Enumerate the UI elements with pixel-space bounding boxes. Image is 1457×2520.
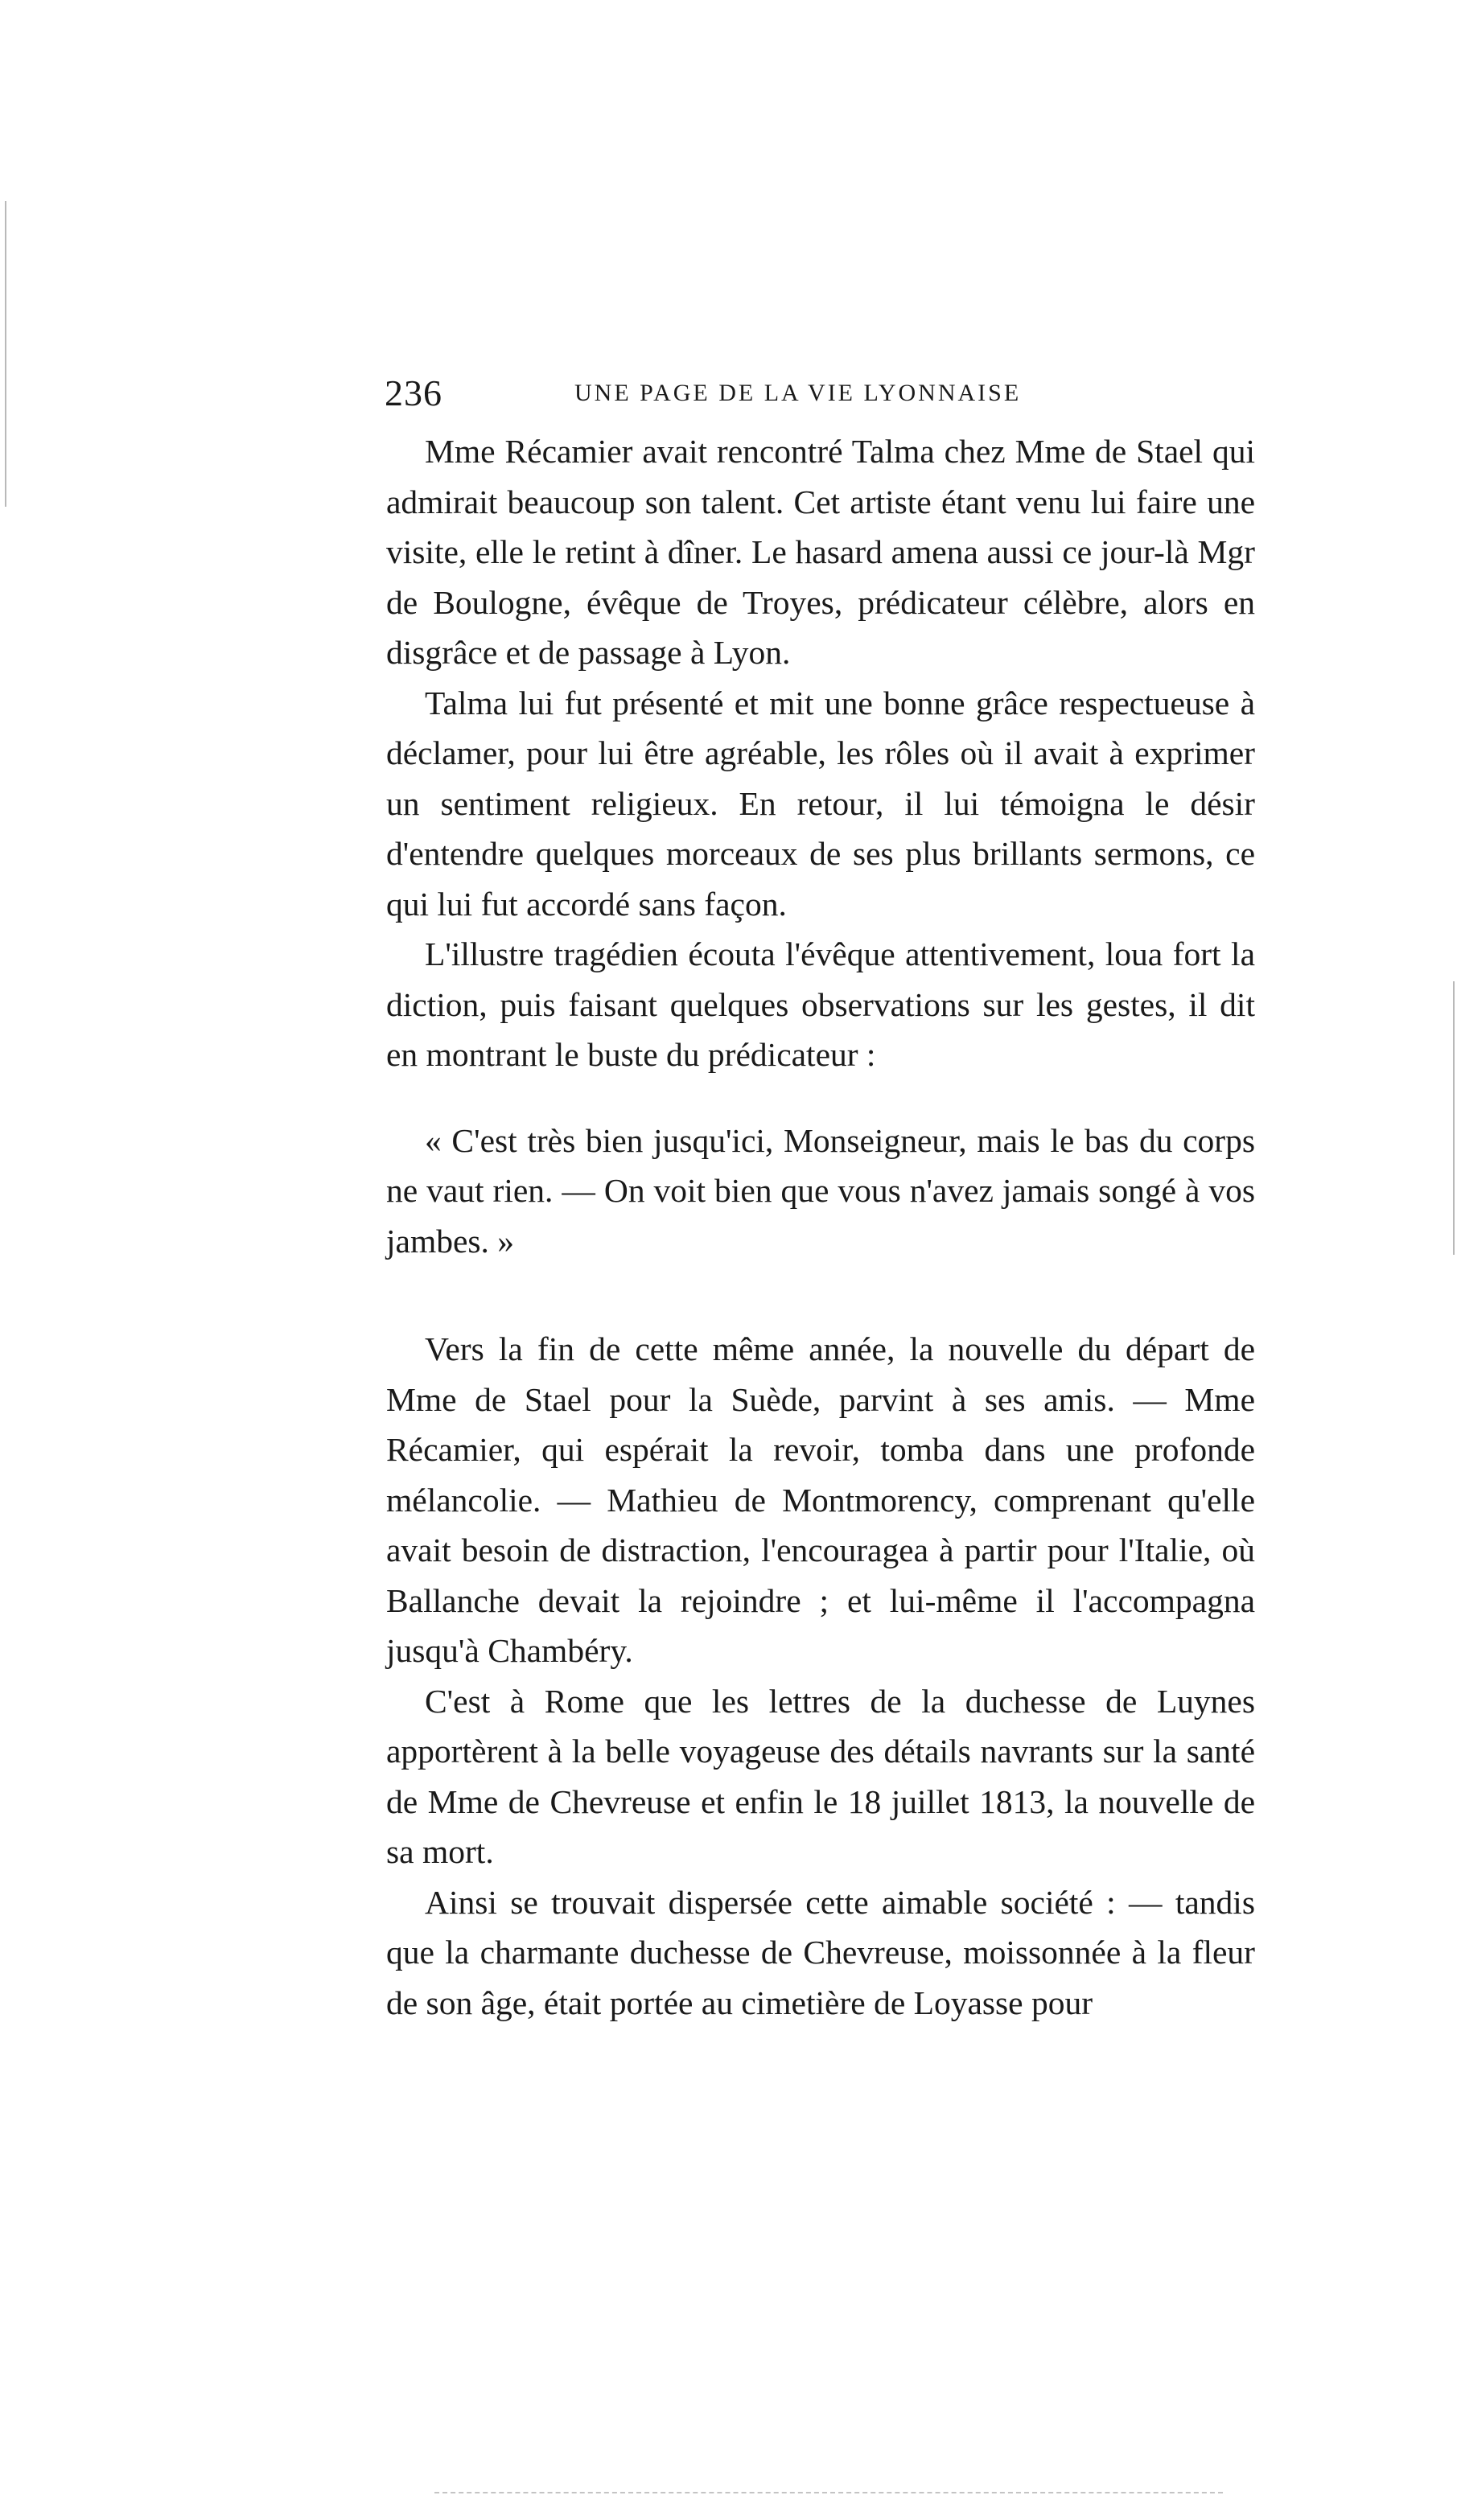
paragraph-talma-visit: Mme Récamier avait rencontré Talma chez Mme de Stael qui admirait beaucoup son talent. Cet artiste étant venu lui faire une visite, elle le retint à dîner. Le hasard amena aussi ce jour-là Mgr de Boulogne, évêque de Troyes, prédicateur célèbre, alors en disgrâce et de passage à Lyon. [386, 433, 1255, 671]
paragraph-stael-departure: Vers la fin de cette même année, la nouvelle du départ de Mme de Stael pour la Suède, parvint à ses amis. — Mme Récamier, qui espérait la revoir, tomba dans une profonde mélancolie. — Mathieu de Montmorency, comprenant qu'elle avait besoin de distraction, l'encouragea à partir pour l'Italie, où Ballanche devait la rejoindre ; et lui-même il l'accompagna jusqu'à Chambéry. [386, 1330, 1255, 1669]
bottom-scan-rule [434, 2492, 1223, 2493]
scan-edge-line-right [1453, 981, 1455, 1255]
paragraph-talma-declamation: Talma lui fut présenté et mit une bonne grâce respectueuse à déclamer, pour lui être agréable, les rôles où il avait à exprimer un sentiment religieux. En retour, il lui témoigna le désir d'entendre quelques morceaux de ses plus brillants sermons, ce qui lui fut accordé sans façon. [386, 684, 1255, 923]
body-text [386, 426, 1255, 2028]
paragraph-tragedian-remark: L'illustre tragédien écouta l'évêque attentivement, loua fort la diction, puis faisant quelques observations sur les gestes, il dit en montrant le buste du prédicateur : [386, 935, 1255, 1073]
paragraph-rome-letters: C'est à Rome que les lettres de la duchesse de Luynes apportèrent à la belle voyageuse des détails navrants sur la santé de Mme de Chevreuse et enfin le 18 juillet 1813, la nouvelle de sa mort. [386, 1682, 1255, 1870]
page-header [385, 372, 1052, 420]
scan-edge-line-left [5, 201, 6, 507]
page-number: 236 [385, 372, 442, 413]
paragraph-society-dispersed: Ainsi se trouvait dispersée cette aimable société : — tandis que la charmante duchesse de Chevreuse, moissonnée à la fleur de son âge, était portée au cimetière de Loyasse pour [386, 1883, 1255, 2021]
running-head: UNE PAGE DE LA VIE LYONNAISE [574, 380, 1022, 406]
paragraph-quotation: « C'est très bien jusqu'ici, Monseigneur, mais le bas du corps ne vaut rien. — On voit bien que vous n'avez jamais songé à vos jambes. » [386, 1121, 1255, 1260]
